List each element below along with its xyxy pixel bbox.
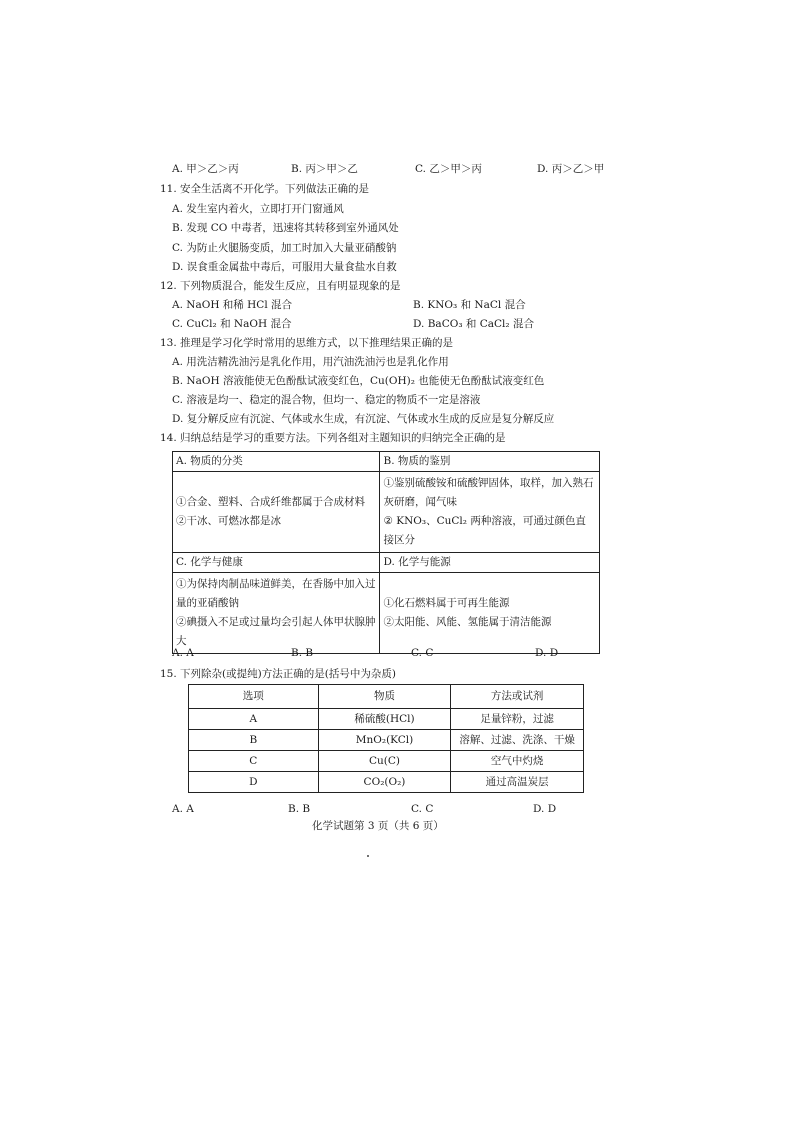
q14-a-item-2: ②干冰、可燃冰都是冰 [176,515,281,527]
q14-cell-d-body [380,573,600,654]
q11-option-a: A. 发生室内着火，立即打开门窗通风 [172,203,344,215]
q14-cell-a-body [173,472,380,553]
q13-option-a: A. 用洗洁精洗油污是乳化作用，用汽油洗油污也是乳化作用 [172,356,449,368]
q15-cell: 足量锌粉，过滤 [451,709,584,730]
q14-c-item-2: ②碘摄入不足或过量均会引起人体甲状腺肿大 [176,616,376,647]
q15-cell: A [189,709,319,730]
q14-d-item-2: ②太阳能、风能、氢能属于清洁能源 [383,616,552,628]
page-footer: 化学试题第 3 页（共 6 页） [312,820,444,832]
q15-option-b: B. B [288,803,311,815]
q11-option-b: B. 发现 CO 中毒者，迅速将其转移到室外通风处 [172,222,399,234]
q12-stem: 12. 下列物质混合，能发生反应，且有明显现象的是 [160,280,401,292]
q12-option-a: A. NaOH 和稀 HCl 混合 [172,299,293,311]
q13-option-c: C. 溶液是均一、稳定的混合物，但均一、稳定的物质不一定是溶液 [172,394,481,406]
q13-option-b: B. NaOH 溶液能使无色酚酞试液变红色，Cu(OH)₂ 也能使无色酚酞试液变红色 [172,375,545,387]
q15-option-c: C. C [411,803,434,815]
q11-stem: 11. 安全生活离不开化学。下列做法正确的是 [160,183,370,195]
q15-stem: 15. 下列除杂(或提纯)方法正确的是(括号中为杂质) [160,668,396,680]
q15-cell: 溶解、过滤、洗涤、干燥 [451,730,584,751]
q12-option-b: B. KNO₃ 和 NaCl 混合 [413,299,526,311]
q14-option-b: B. B [291,647,314,659]
q11-option-d: D. 误食重金属盐中毒后，可服用大量食盐水自救 [172,261,397,273]
q15-option-d: D. D [533,803,557,815]
q15-cell: D [189,772,319,793]
q14-stem: 14. 归纳总结是学习的重要方法。下列各组对主题知识的归纳完全正确的是 [160,432,506,444]
q15-header-option: 选项 [189,685,319,709]
table-row [189,772,584,793]
table-row [189,751,584,772]
q14-option-d: D. D [535,647,559,659]
q15-cell: CO₂(O₂) [318,772,451,793]
q10-option-b: B. 丙＞甲＞乙 [291,163,358,175]
q15-cell: B [189,730,319,751]
q15-cell: MnO₂(KCl) [318,730,451,751]
q12-option-d: D. BaCO₃ 和 CaCl₂ 混合 [413,318,534,330]
q14-cell-a-title: A. 物质的分类 [173,452,380,472]
q10-option-a: A. 甲＞乙＞丙 [172,163,239,175]
q14-b-item-2: ② KNO₃、CuCl₂ 两种溶液，可通过颜色直接区分 [383,515,586,546]
q15-cell: 通过高温炭层 [451,772,584,793]
q12-option-c: C. CuCl₂ 和 NaOH 混合 [172,318,292,330]
q13-option-d: D. 复分解反应有沉淀、气体或水生成，有沉淀、气体或水生成的反应是复分解反应 [172,413,555,425]
q15-cell: Cu(C) [318,751,451,772]
q15-table [188,684,584,793]
q15-cell: C [189,751,319,772]
q14-table [172,451,600,654]
q14-b-item-1: ①鉴别硫酸铵和硫酸钾固体，取样，加入熟石灰研磨，闻气味 [383,477,594,508]
q14-option-a: A. A [172,647,194,659]
q14-option-c: C. C [411,647,434,659]
table-row [189,709,584,730]
q15-cell: 稀硫酸(HCl) [318,709,451,730]
q14-c-item-1: ①为保持肉制品味道鲜美，在香肠中加入过量的亚硝酸钠 [176,578,376,609]
q15-header-method: 方法或试剂 [451,685,584,709]
q14-a-item-1: ①合金、塑料、合成纤维都属于合成材料 [176,496,365,508]
q15-cell: 空气中灼烧 [451,751,584,772]
q14-cell-c-title: C. 化学与健康 [173,553,380,573]
q15-header-substance: 物质 [318,685,451,709]
q15-option-a: A. A [172,803,194,815]
q10-option-c: C. 乙＞甲＞丙 [415,163,482,175]
q14-cell-b-body [380,472,600,553]
q14-d-item-1: ①化石燃料属于可再生能源 [383,597,510,609]
q14-cell-c-body [173,573,380,654]
table-row [189,730,584,751]
q14-cell-d-title: D. 化学与能源 [380,553,600,573]
q11-option-c: C. 为防止火腿肠变质，加工时加入大量亚硝酸钠 [172,242,397,254]
scan-speck [367,855,369,857]
q14-cell-b-title: B. 物质的鉴别 [380,452,600,472]
q13-stem: 13. 推理是学习化学时常用的思维方式，以下推理结果正确的是 [160,337,454,349]
q10-option-d: D. 丙＞乙＞甲 [537,163,605,175]
